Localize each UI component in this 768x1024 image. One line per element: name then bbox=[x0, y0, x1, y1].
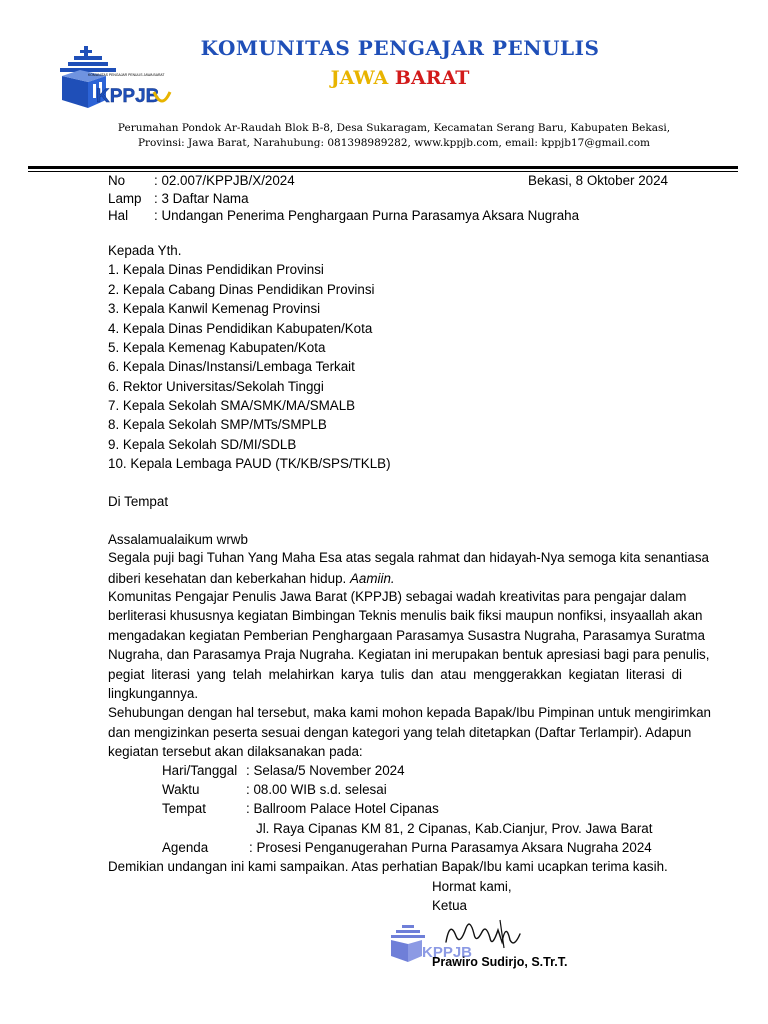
event-time-value: : 08.00 WIB s.d. selesai bbox=[246, 782, 387, 797]
body-line: Nugraha, dan Parasamya Praja Nugraha. Kegiatan ini merupakan bentuk apresiasi bagi para penulis, bbox=[108, 647, 710, 662]
body-line: berliterasi khususnya kegiatan Bimbingan Teknis menulis baik fiksi maupun nonfiksi, insyaallah akan bbox=[108, 608, 703, 623]
recipient-item: 7. Kepala Sekolah SMA/SMK/MA/SMALB bbox=[108, 398, 356, 413]
event-place-address: Jl. Raya Cipanas KM 81, 2 Cipanas, Kab.Cianjur, Prov. Jawa Barat bbox=[256, 821, 653, 836]
hal-label: Hal bbox=[108, 208, 129, 223]
lamp-label: Lamp bbox=[108, 191, 142, 206]
recipient-item: 1. Kepala Dinas Pendidikan Provinsi bbox=[108, 262, 324, 277]
body-line: diberi kesehatan dan keberkahan hidup. bbox=[108, 571, 347, 586]
region-word-jawa: JAWA bbox=[330, 67, 389, 89]
event-date-label: Hari/Tanggal bbox=[162, 763, 238, 778]
recipient-item: 5. Kepala Kemenag Kabupaten/Kota bbox=[108, 340, 326, 355]
event-date-value: : Selasa/5 November 2024 bbox=[246, 763, 405, 778]
event-agenda-value: : Prosesi Penganugerahan Purna Parasamya Aksara Nugraha 2024 bbox=[249, 840, 652, 855]
salutation: Assalamualaikum wrwb bbox=[108, 532, 248, 547]
no-value: : 02.007/KPPJB/X/2024 bbox=[154, 173, 295, 188]
recipients-place: Di Tempat bbox=[108, 494, 169, 509]
body-line: dan mengizinkan peserta sesuai dengan kategori yang telah ditetapkan (Daftar Terlampir). Adapun bbox=[108, 725, 692, 740]
recipient-item: 3. Kepala Kanwil Kemenag Provinsi bbox=[108, 301, 321, 316]
closing-position: Ketua bbox=[432, 898, 467, 913]
logo-tiny-text: KOMUNITAS PENGAJAR PENULIS JAWA BARAT bbox=[88, 73, 165, 77]
recipient-item: 6. Kepala Dinas/Instansi/Lembaga Terkait bbox=[108, 359, 355, 374]
recipient-item: 8. Kepala Sekolah SMP/MTs/SMPLB bbox=[108, 417, 327, 432]
org-region bbox=[120, 67, 680, 89]
body-line: kegiatan tersebut akan dilaksanakan pada: bbox=[108, 744, 363, 759]
recipient-item: 6. Rektor Universitas/Sekolah Tinggi bbox=[108, 379, 324, 394]
handwritten-signature bbox=[440, 914, 530, 954]
signer-name: Prawiro Sudirjo, S.Tr.T. bbox=[432, 955, 568, 969]
no-label: No bbox=[108, 173, 126, 188]
body-line: Segala puji bagi Tuhan Yang Maha Esa atas segala rahmat dan hidayah-Nya semoga kita senantiasa bbox=[108, 550, 709, 565]
logo-text: KPPJB bbox=[96, 86, 160, 107]
event-agenda-label: Agenda bbox=[162, 840, 209, 855]
body-line: Sehubungan dengan hal tersebut, maka kami mohon kepada Bapak/Ibu Pimpinan untuk mengirimkan bbox=[108, 705, 711, 720]
letterhead-divider-thick bbox=[28, 166, 738, 169]
body-line: pegiat literasi yang telah melahirkan karya tulis dan atau menggerakkan kegiatan literasi di bbox=[108, 667, 682, 682]
address-line-2: Provinsi: Jawa Barat, Narahubung: 081398989282, www.kppjb.com, email: kppjb17@gmail.com bbox=[137, 137, 651, 149]
recipients-greeting: Kepada Yth. bbox=[108, 243, 182, 258]
recipient-item: 10. Kepala Lembaga PAUD (TK/KB/SPS/TKLB) bbox=[108, 456, 391, 471]
body-line: mengadakan kegiatan Pemberian Penghargaan Parasamya Susastra Nugraha, Parasamya Suratma bbox=[108, 628, 705, 643]
lamp-value: : 3 Daftar Nama bbox=[154, 191, 249, 206]
aamiin-text: Aamiin. bbox=[349, 571, 395, 586]
recipient-item: 4. Kepala Dinas Pendidikan Kabupaten/Kota bbox=[108, 321, 373, 336]
letterhead bbox=[0, 0, 768, 175]
event-time-label: Waktu bbox=[162, 782, 200, 797]
body-line: lingkungannya. bbox=[108, 686, 199, 701]
org-name: KOMUNITAS PENGAJAR PENULIS bbox=[200, 36, 600, 60]
body-line: Komunitas Pengajar Penulis Jawa Barat (KPPJB) sebagai wadah kreativitas para pengajar dalam bbox=[108, 589, 687, 604]
address-line-1: Perumahan Pondok Ar-Raudah Blok B-8, Desa Sukaragam, Kecamatan Serang Baru, Kabupaten Bekasi, bbox=[117, 122, 671, 134]
body-line-blessing bbox=[108, 570, 395, 587]
org-address bbox=[60, 121, 728, 151]
place-date: Bekasi, 8 Oktober 2024 bbox=[528, 173, 668, 188]
stamp-logo-text: KPPJB bbox=[422, 944, 473, 961]
event-place-label: Tempat bbox=[162, 801, 206, 816]
closing-regards: Hormat kami, bbox=[432, 879, 512, 894]
region-word-barat: BARAT bbox=[394, 67, 470, 89]
recipient-item: 2. Kepala Cabang Dinas Pendidikan Provinsi bbox=[108, 282, 375, 297]
closing-text: Demikian undangan ini kami sampaikan. Atas perhatian Bapak/Ibu kami ucapkan terima kasih. bbox=[108, 859, 668, 874]
event-place-value: : Ballroom Palace Hotel Cipanas bbox=[246, 801, 439, 816]
recipient-item: 9. Kepala Sekolah SD/MI/SDLB bbox=[108, 437, 297, 452]
hal-value: : Undangan Penerima Penghargaan Purna Parasamya Aksara Nugraha bbox=[154, 208, 580, 223]
